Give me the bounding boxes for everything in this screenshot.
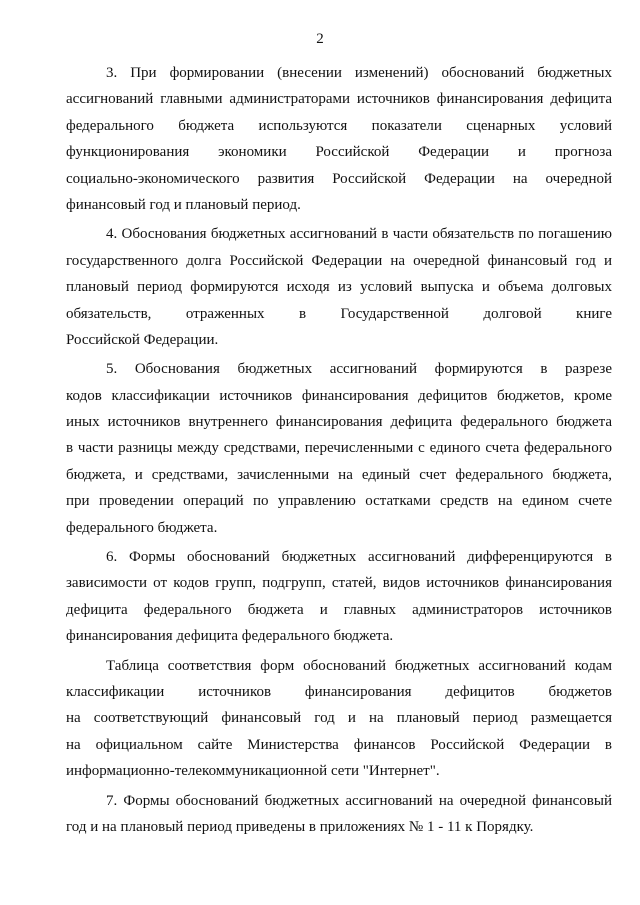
paragraph-line: функционирования экономики Российской Федерации и прогноза [66, 144, 612, 161]
paragraph-line: финансирования дефицита федерального бюджета. [66, 628, 394, 645]
paragraph-line: государственного долга Российской Федерации на очередной финансовый год и [66, 252, 612, 269]
paragraph-line: информационно-телекоммуникационной сети "Интернет". [66, 763, 440, 780]
paragraph-table-note [66, 653, 612, 785]
paragraph-line: при проведении операций по управлению остатками средств на едином счете [66, 493, 612, 510]
paragraph-line: 3. При формировании (внесении изменений) обоснований бюджетных [106, 65, 612, 81]
paragraph-line: классификации источников финансирования дефицитов бюджетов [66, 683, 612, 700]
paragraph-5 [66, 356, 612, 541]
paragraph-line: финансовый год и плановый период. [66, 196, 301, 213]
paragraph-line: Российской Федерации. [66, 331, 219, 348]
paragraph-4 [66, 221, 612, 353]
paragraph-line: 4. Обоснования бюджетных ассигнований в части обязательств по погашению [106, 226, 612, 243]
paragraph-line: 6. Формы обоснований бюджетных ассигнований дифференцируются в [106, 549, 612, 566]
paragraph-line: 5. Обоснования бюджетных ассигнований формируются в разрезе [106, 361, 612, 378]
paragraph-line: на соответствующий финансовый год и на плановый период размещается [66, 710, 612, 727]
paragraph-3 [66, 60, 612, 218]
paragraph-6 [66, 544, 612, 650]
paragraph-line: иных источников внутреннего финансирования дефицита федерального бюджета [66, 414, 612, 431]
paragraph-7 [66, 788, 612, 841]
paragraph-line: плановый период формируются исходя из условий выпуска и объема долговых [66, 279, 612, 296]
paragraph-line: ассигнований главными администраторами источников финансирования дефицита [66, 91, 612, 108]
paragraph-line: Таблица соответствия форм обоснований бюджетных ассигнований кодам [106, 657, 612, 674]
paragraph-line: кодов классификации источников финансирования дефицитов бюджетов, кроме [66, 387, 612, 404]
paragraph-line: бюджета, и средствами, зачисленными на единый счет федерального бюджета, [66, 466, 612, 483]
paragraph-line: обязательств, отраженных в Государственной долговой книге [66, 305, 612, 322]
paragraph-line: 7. Формы обоснований бюджетных ассигнований на очередной финансовый [106, 792, 612, 809]
paragraph-line: в части разницы между средствами, перечисленными с единого счета федерального [66, 440, 612, 457]
page-number: 2 [316, 31, 324, 47]
paragraph-line: федерального бюджета используются показатели сценарных условий [66, 117, 612, 134]
paragraph-line: год и на плановый период приведены в приложениях № 1 - 11 к Порядку. [66, 818, 534, 835]
paragraph-line: дефицита федерального бюджета и главных администраторов источников [66, 601, 612, 618]
paragraph-line: на официальном сайте Министерства финансов Российской Федерации в [66, 736, 612, 753]
paragraph-line: зависимости от кодов групп, подгрупп, статей, видов источников финансирования [66, 575, 612, 592]
paragraph-line: социально-экономического развития Российской Федерации на очередной [66, 170, 612, 187]
document-body [66, 60, 612, 843]
paragraph-line: федерального бюджета. [66, 519, 218, 536]
